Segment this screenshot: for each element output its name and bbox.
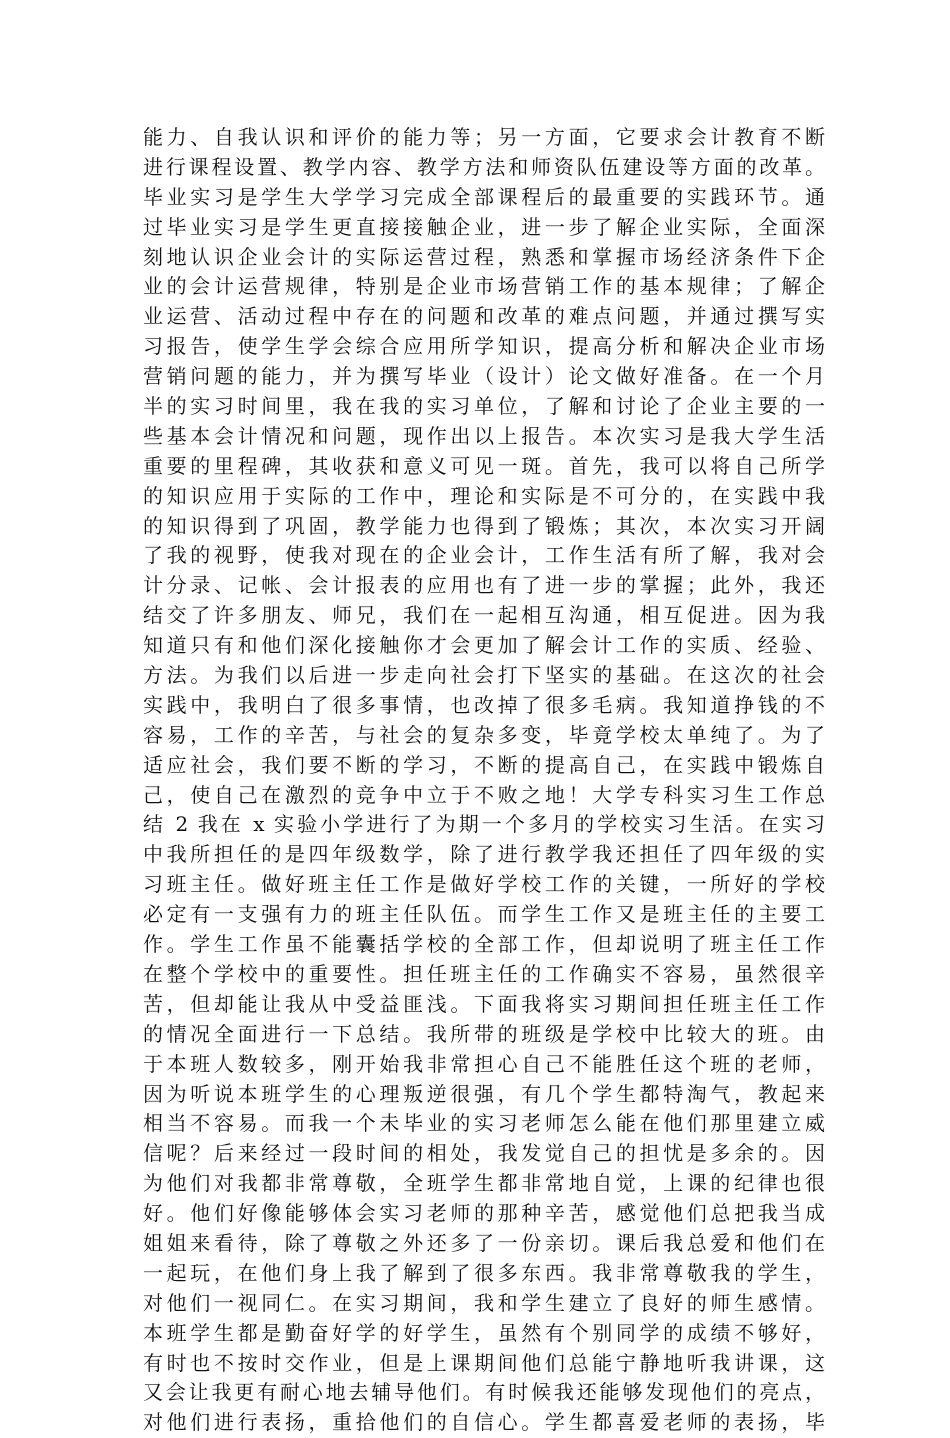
text-line: 了我的视野，使我对现在的企业会计，工作生活有所了解，我对会 <box>143 543 825 568</box>
text-line: 毕业实习是学生大学学习完成全部课程后的最重要的实践环节。通 <box>143 184 825 209</box>
body-text <box>143 123 825 1438</box>
text-line: 的知识应用于实际的工作中，理论和实际是不可分的，在实践中我 <box>143 483 825 508</box>
text-line: 的情况全面进行一下总结。我所带的班级是学校中比较大的班。由 <box>143 1021 825 1046</box>
text-line: 本班学生都是勤奋好学的好学生，虽然有个别同学的成绩不够好， <box>143 1320 825 1345</box>
text-line: 有时也不按时交作业，但是上课期间他们总能宁静地听我讲课，这 <box>143 1350 825 1375</box>
text-line: 习报告，使学生学会综合应用所学知识，提高分析和解决企业市场 <box>143 334 825 359</box>
text-line: 营销问题的能力，并为撰写毕业（设计）论文做好准备。在一个月 <box>143 364 825 389</box>
text-line: 进行课程设置、教学内容、教学方法和师资队伍建设等方面的改革。 <box>143 154 825 179</box>
text-line: 好。他们好像能够体会实习老师的那种辛苦，感觉他们总把我当成 <box>143 1201 825 1226</box>
text-line: 些基本会计情况和问题，现作出以上报告。本次实习是我大学生活 <box>143 423 825 448</box>
text-line: 业运营、活动过程中存在的问题和改革的难点问题，并通过撰写实 <box>143 304 825 329</box>
text-line: 业的会计运营规律，特别是企业市场营销工作的基本规律；了解企 <box>143 274 825 299</box>
text-line: 结 2 我在 x 实验小学进行了为期一个多月的学校实习生活。在实习 <box>143 812 825 837</box>
text-line: 在整个学校中的重要性。担任班主任的工作确实不容易，虽然很辛 <box>143 961 825 986</box>
text-line: 计分录、记帐、会计报表的应用也有了进一步的掌握；此外，我还 <box>143 573 825 598</box>
text-line: 半的实习时间里，我在我的实习单位，了解和讨论了企业主要的一 <box>143 394 825 419</box>
text-line: 的知识得到了巩固，教学能力也得到了锻炼；其次，本次实习开阔 <box>143 513 825 538</box>
text-line: 重要的里程碑，其收获和意义可见一斑。首先，我可以将自己所学 <box>143 453 825 478</box>
text-line: 刻地认识企业会计的实际运营过程，熟悉和掌握市场经济条件下企 <box>143 244 825 269</box>
text-line: 相当不容易。而我一个未毕业的实习老师怎么能在他们那里建立威 <box>143 1111 825 1136</box>
text-line: 知道只有和他们深化接触你才会更加了解会计工作的实质、经验、 <box>143 633 825 658</box>
text-line: 必定有一支强有力的班主任队伍。而学生工作又是班主任的主要工 <box>143 902 825 927</box>
text-line: 苦，但却能让我从中受益匪浅。下面我将实习期间担任班主任工作 <box>143 991 825 1016</box>
text-line: 信呢？后来经过一段时间的相处，我发觉自己的担忧是多余的。因 <box>143 1141 825 1166</box>
text-line: 容易，工作的辛苦，与社会的复杂多变，毕竟学校太单纯了。为了 <box>143 722 825 747</box>
text-line: 因为听说本班学生的心理叛逆很强，有几个学生都特淘气，教起来 <box>143 1081 825 1106</box>
text-line: 于本班人数较多，刚开始我非常担心自己不能胜任这个班的老师， <box>143 1051 825 1076</box>
text-line: 作。学生工作虽不能囊括学校的全部工作，但却说明了班主任工作 <box>143 932 825 957</box>
text-line: 习班主任。做好班主任工作是做好学校工作的关键，一所好的学校 <box>143 872 825 897</box>
text-line: 对他们一视同仁。在实习期间，我和学生建立了良好的师生感情。 <box>143 1290 825 1315</box>
text-line: 中我所担任的是四年级数学，除了进行教学我还担任了四年级的实 <box>143 842 825 867</box>
text-line: 对他们进行表扬，重拾他们的自信心。学生都喜爱老师的表扬，毕 <box>143 1410 825 1435</box>
text-line: 姐姐来看待，除了尊敬之外还多了一份亲切。课后我总爱和他们在 <box>143 1230 825 1255</box>
text-line: 过毕业实习是学生更直接接触企业，进一步了解企业实际，全面深 <box>143 214 825 239</box>
text-line: 结交了许多朋友、师兄，我们在一起相互沟通，相互促进。因为我 <box>143 603 825 628</box>
text-line: 己，使自己在激烈的竞争中立于不败之地！大学专科实习生工作总 <box>143 782 825 807</box>
text-line: 能力、自我认识和评价的能力等；另一方面，它要求会计教育不断 <box>143 125 825 149</box>
text-line: 又会让我更有耐心地去辅导他们。有时候我还能够发现他们的亮点， <box>143 1380 825 1405</box>
text-line: 方法。为我们以后进一步走向社会打下坚实的基础。在这次的社会 <box>143 663 825 688</box>
text-line: 一起玩，在他们身上我了解到了很多东西。我非常尊敬我的学生， <box>143 1260 825 1285</box>
text-line: 为他们对我都非常尊敬，全班学生都非常地自觉，上课的纪律也很 <box>143 1171 825 1196</box>
text-line: 适应社会，我们要不断的学习，不断的提高自己，在实践中锻炼自 <box>143 752 825 777</box>
text-line: 实践中，我明白了很多事情，也改掉了很多毛病。我知道挣钱的不 <box>143 692 825 717</box>
